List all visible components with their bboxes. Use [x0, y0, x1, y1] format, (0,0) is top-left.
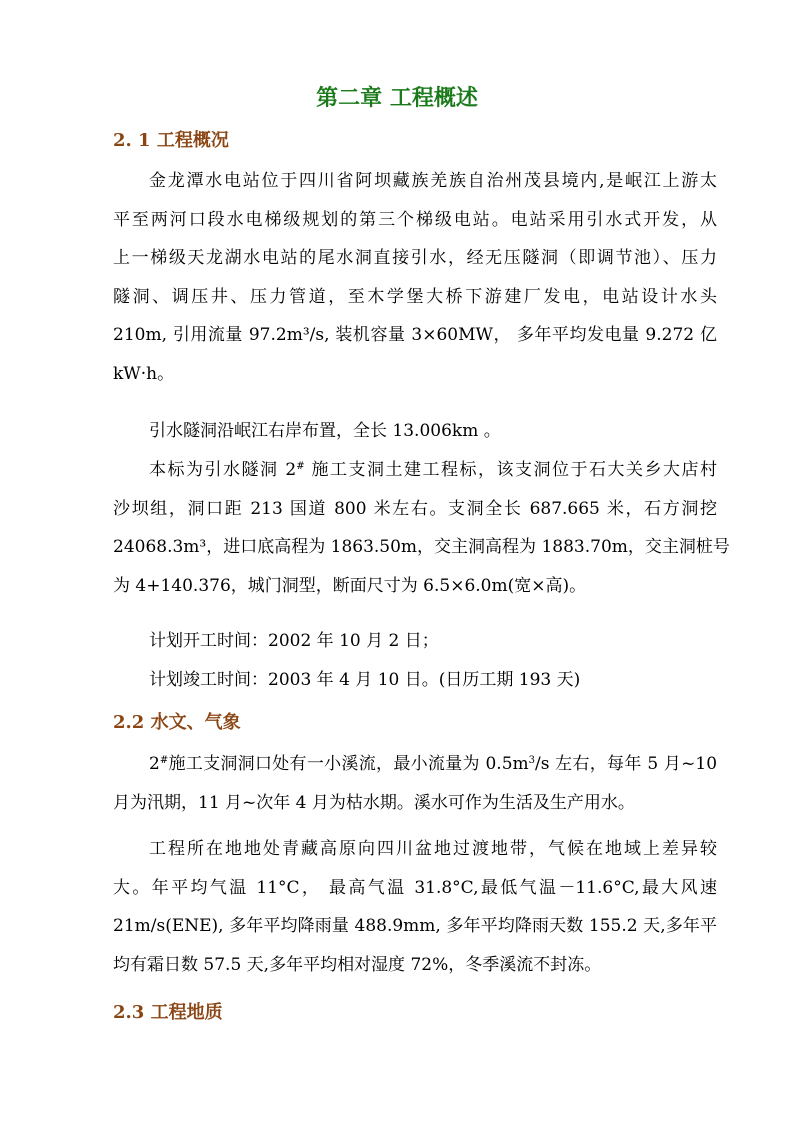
section-heading-2-1: 2. 1 工程概况 [113, 130, 229, 151]
paragraph-diversion-tunnel [113, 412, 717, 451]
paragraph-hydrology [113, 745, 717, 822]
text-line: 金龙潭水电站位于四川省阿坝藏族羌族自治州茂县境内,是岷江上游太 [149, 171, 717, 191]
text-segment: 本标为引水隧洞 2 [149, 460, 297, 480]
section-heading-2-2: 2.2 水文、气象 [113, 712, 241, 733]
paragraph-climate [113, 830, 717, 984]
text-line: 上一梯级天龙湖水电站的尾水洞直接引水，经无压隧洞（即调节池）、压力 [113, 248, 717, 268]
text-line: 为 4+140.376，城门洞型，断面尺寸为 6.5×6.0m(宽×高)。 [113, 575, 587, 596]
superscript: 3 [528, 755, 536, 766]
paragraph-planned-start [113, 622, 717, 661]
superscript: # [296, 461, 305, 472]
text-segment: 施工支洞洞口处有一小溪流，最小流量为 0.5m [168, 754, 529, 774]
section-heading-2-3: 2.3 工程地质 [113, 1002, 223, 1023]
text-line: 计划开工时间：2002 年 10 月 2 日； [149, 631, 439, 651]
text-segment: 2 [149, 754, 160, 774]
paragraph-project-overview [113, 162, 717, 393]
text-line: 引水隧洞沿岷江右岸布置，全长 13.006km 。 [149, 421, 501, 441]
text-line: 沙坝组，洞口距 213 国道 800 米左右。支洞全长 687.665 米，石方洞挖 [113, 498, 717, 519]
text-line: 210m, 引用流量 97.2m³/s, 装机容量 3×60MW， 多年平均发电量 9.272 亿 [113, 325, 717, 345]
text-line: 月为汛期，11 月~次年 4 月为枯水期。溪水可作为生活及生产用水。 [113, 792, 635, 813]
superscript: # [159, 755, 169, 766]
text-line: 大。年平均气温 11°C， 最高气温 31.8°C,最低气温－11.6°C,最大风速 [113, 877, 717, 898]
text-line: 计划竣工时间：2003 年 4 月 10 日。(日历工期 193 天) [149, 670, 581, 690]
text-line [113, 451, 717, 490]
text-line: 21m/s(ENE), 多年平均降雨量 488.9mm, 多年平均降雨天数 155.2 天,多年平 [113, 916, 717, 936]
text-line: 隧洞、调压井、压力管道，至木学堡大桥下游建厂发电，电站设计水头 [113, 286, 717, 307]
text-segment: 施工支洞土建工程标，该支洞位于石大关乡大店村 [304, 460, 717, 480]
text-line: 均有霜日数 57.5 天,多年平均相对湿度 72%，冬季溪流不封冻。 [113, 954, 602, 975]
text-line: kW·h。 [113, 363, 175, 384]
paragraph-planned-completion [113, 661, 717, 700]
text-line: 工程所在地地处青藏高原向四川盆地过渡地带，气候在地域上差异较 [149, 839, 717, 859]
text-line [113, 745, 717, 784]
text-line: 平至两河口段水电梯级规划的第三个梯级电站。电站采用引水式开发，从 [113, 209, 717, 230]
text-line: 24068.3m³，进口底高程为 1863.50m，交主洞高程为 1883.70m，交主洞桩号 [113, 537, 730, 557]
text-segment: /s 左右，每年 5 月~10 [535, 754, 718, 774]
paragraph-tender-scope [113, 451, 730, 605]
chapter-title: 第二章 工程概述 [316, 85, 478, 111]
